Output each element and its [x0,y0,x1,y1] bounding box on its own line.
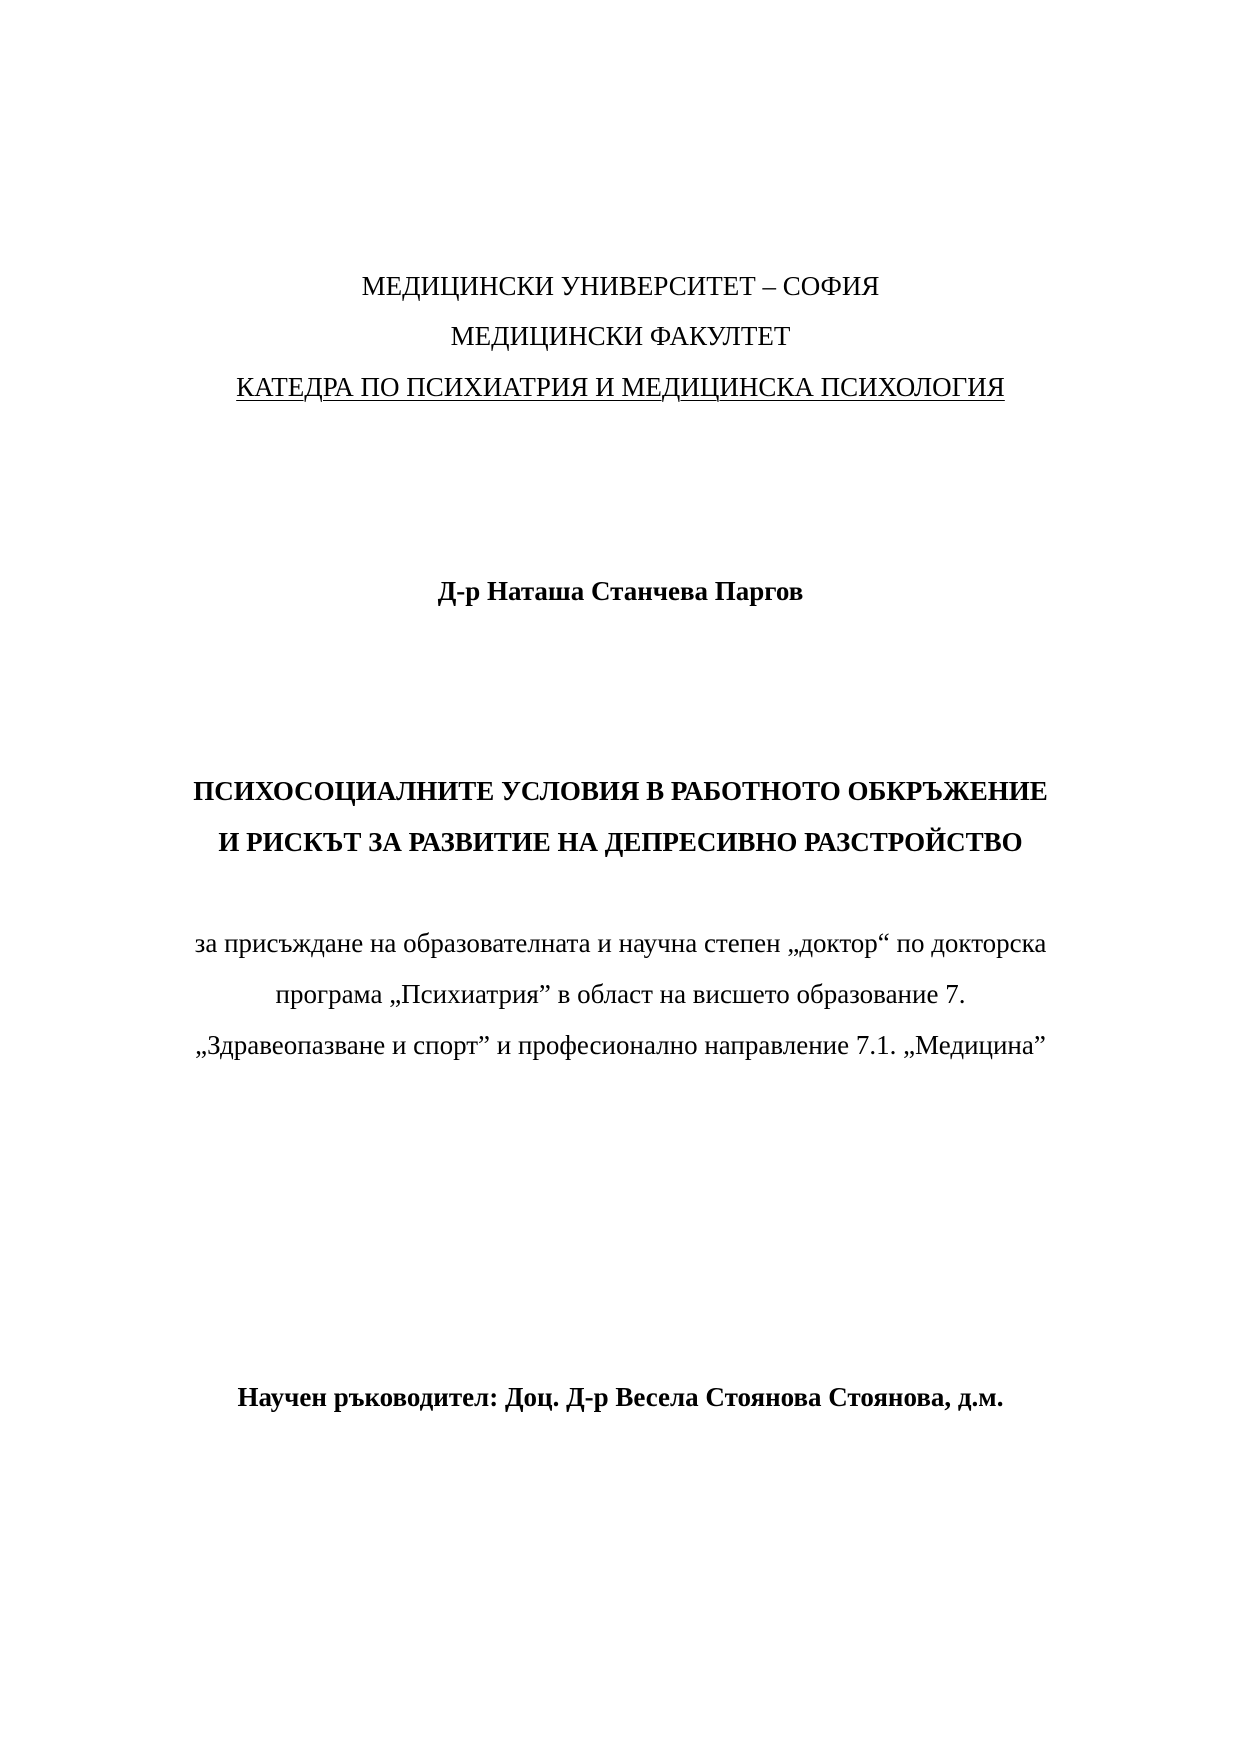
thesis-title-line-1: ПСИХОСОЦИАЛНИТЕ УСЛОВИЯ В РАБОТНОТО ОБКРЪЖЕНИЕ [193,776,1048,806]
thesis-title-line-2: И РИСКЪТ ЗА РАЗВИТИЕ НА ДЕПРЕСИВНО РАЗСТРОЙСТВО [218,827,1023,857]
author-name: Д-р Наташа Станчева Паргов [437,576,804,606]
department-name: КАТЕДРА ПО ПСИХИАТРИЯ И МЕДИЦИНСКА ПСИХОЛОГИЯ [236,372,1005,402]
scientific-supervisor: Научен ръководител: Доц. Д-р Весела Стоянова Стоянова, д.м. [237,1382,1004,1412]
degree-purpose-line-1: за присъждане на образователната и научна степен „доктор“ по докторска [194,928,1047,958]
university-name: МЕДИЦИНСКИ УНИВЕРСИТЕТ – СОФИЯ [361,271,880,301]
degree-purpose-line-3: „Здравеопазване и спорт” и професионално направление 7.1. „Медицина” [195,1030,1046,1060]
degree-purpose-line-2: програма „Психиатрия” в област на висшето образование 7. [275,979,966,1009]
faculty-name: МЕДИЦИНСКИ ФАКУЛТЕТ [450,321,791,351]
department-name-line [0,370,1241,404]
